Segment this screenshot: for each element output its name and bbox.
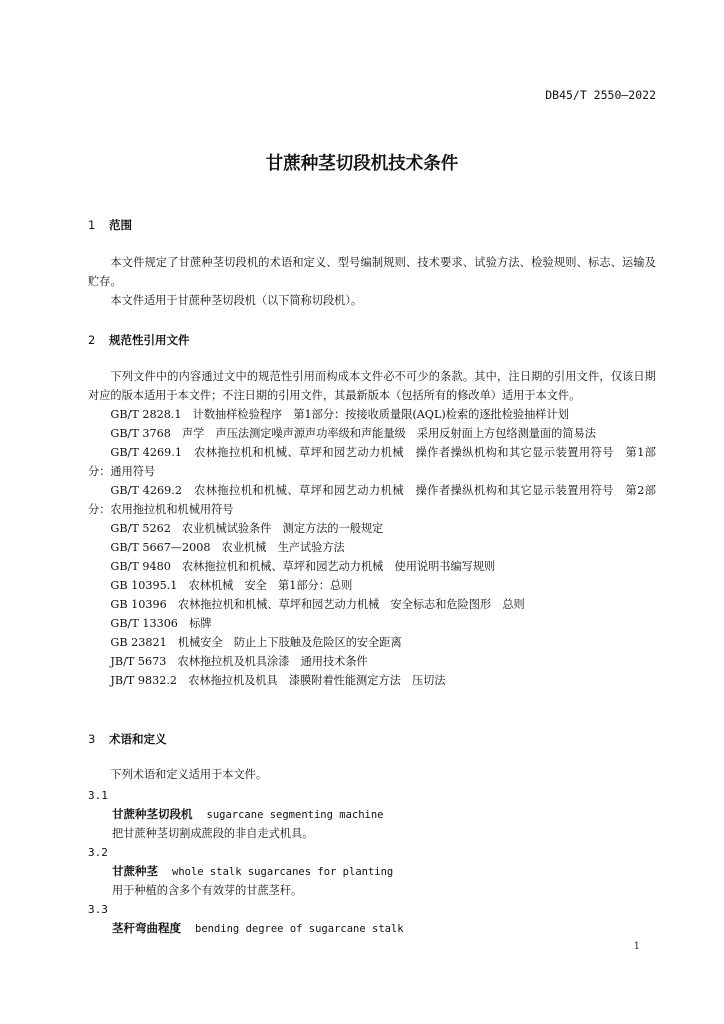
term-number: 3.1 (88, 789, 108, 802)
reference-item: GB/T 5262 农业机械试验条件 测定方法的一般规定 (110, 522, 384, 535)
reference-item: GB 10396 农林拖拉机和机械、草坪和园艺动力机械 安全标志和危险图形 总则 (110, 598, 525, 611)
term-entry (112, 862, 393, 882)
paragraph: 本文件适用于甘蔗种茎切段机（以下简称切段机）。 (110, 294, 363, 307)
term-chinese: 茎秆弯曲程度 (112, 921, 181, 935)
page-number: 1 (633, 941, 640, 952)
reference-item: GB/T 13306 标牌 (110, 617, 212, 630)
term-number: 3.3 (88, 903, 108, 916)
section-heading-1 (88, 216, 132, 235)
term-chinese: 甘蔗种茎切段机 (112, 807, 193, 821)
reference-item: JB/T 5673 农林拖拉机及机具涂漆 通用技术条件 (110, 655, 368, 668)
paragraph: 下列术语和定义适用于本文件。 (110, 768, 268, 781)
reference-item: GB/T 2828.1 计数抽样检验程序 第1部分：按接收质量限(AQL)检索的逐批检验抽样计划 (110, 408, 569, 421)
term-entry (112, 805, 384, 825)
reference-item: GB 23821 机械安全 防止上下肢触及危险区的安全距离 (110, 636, 402, 649)
reference-item: GB/T 3768 声学 声压法测定噪声源声功率级和声能量级 采用反射面上方包络测量面的简易法 (110, 427, 596, 440)
doc-code: DB45/T 2550—2022 (545, 88, 656, 102)
reference-item: GB/T 4269.1 农林拖拉机和机械、草坪和园艺动力机械 操作者操纵机构和其它显示装置用符号 第1部分：通用符号 (88, 446, 656, 478)
section-heading-text: 术语和定义 (109, 732, 167, 746)
section-1-body (88, 253, 656, 310)
paragraph: 下列文件中的内容通过文中的规范性引用而构成本文件必不可少的条款。其中，注日期的引用文件，仅该日期对应的版本适用于本文件；不注日期的引用文件，其最新版本（包括所有的修改单）适用于本文件。 (88, 370, 656, 402)
section-2-body (88, 367, 656, 690)
section-number: 1 (88, 218, 96, 232)
term-number: 3.2 (88, 846, 108, 859)
reference-item: GB/T 4269.2 农林拖拉机和机械、草坪和园艺动力机械 操作者操纵机构和其它显示装置用符号 第2部分：农用拖拉机和机械用符号 (88, 484, 656, 516)
paragraph: 本文件规定了甘蔗种茎切段机的术语和定义、型号编制规则、技术要求、试验方法、检验规则、标志、运输及贮存。 (88, 256, 656, 288)
term-english: whole stalk sugarcanes for planting (172, 866, 394, 878)
document-title: 甘蔗种茎切段机技术条件 (265, 154, 459, 174)
term-english: sugarcane segmenting machine (206, 809, 384, 821)
reference-item: GB/T 5667—2008 农业机械 生产试验方法 (110, 541, 345, 554)
reference-item: JB/T 9832.2 农林拖拉机及机具 漆膜附着性能测定方法 压切法 (110, 674, 446, 687)
section-3-intro (88, 765, 656, 784)
reference-item: GB/T 9480 农林拖拉机和机械、草坪和园艺动力机械 使用说明书编写规则 (110, 560, 496, 573)
section-number: 3 (88, 732, 96, 746)
section-heading-text: 规范性引用文件 (109, 333, 190, 347)
term-entry (112, 919, 404, 939)
term-chinese: 甘蔗种茎 (112, 864, 158, 878)
section-number: 2 (88, 333, 96, 347)
term-definition: 用于种植的含多个有效芽的甘蔗茎秆。 (112, 884, 303, 897)
section-heading-2 (88, 331, 190, 350)
term-definition: 把甘蔗种茎切割成蔗段的非自走式机具。 (112, 827, 314, 840)
section-heading-text: 范围 (109, 218, 133, 232)
section-heading-3 (88, 730, 167, 749)
reference-item: GB 10395.1 农林机械 安全 第1部分：总则 (110, 579, 353, 592)
term-english: bending degree of sugarcane stalk (195, 923, 404, 935)
